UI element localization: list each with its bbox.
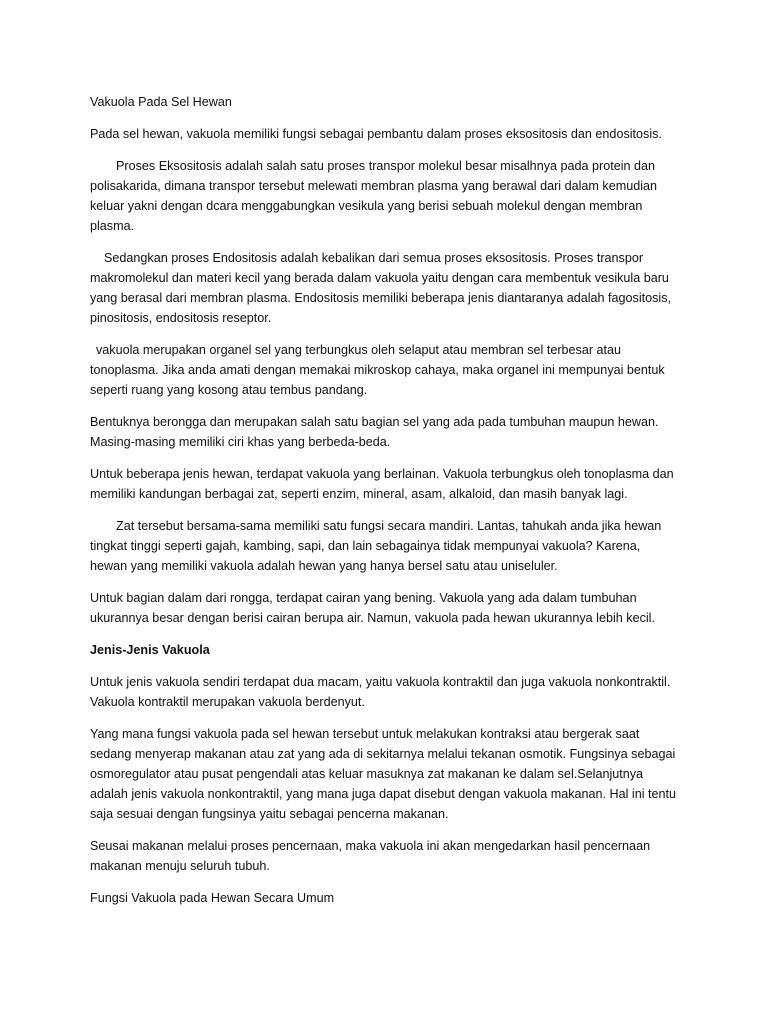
paragraph: Sedangkan proses Endositosis adalah kebalikan dari semua proses eksositosis. Proses transpor makromolekul dan materi kecil yang berada dalam vakuola yaitu dengan cara membentuk vesikula baru yang berasal dari membran plasma. Endositosis memiliki beberapa jenis diantaranya adalah fagositosis, pinositosis, endositosis reseptor.: [90, 251, 672, 325]
paragraph: Bentuknya berongga dan merupakan salah satu bagian sel yang ada pada tumbuhan maupun hewan. Masing-masing memiliki ciri khas yang berbeda-beda.: [90, 415, 659, 449]
section-heading-jenis: Jenis-Jenis Vakuola: [90, 643, 210, 657]
paragraph: Untuk jenis vakuola sendiri terdapat dua macam, yaitu vakuola kontraktil dan juga vakuola nonkontraktil. Vakuola kontraktil merupakan vakuola berdenyut.: [90, 675, 671, 709]
paragraph: Untuk beberapa jenis hewan, terdapat vakuola yang berlainan. Vakuola terbungkus oleh tonoplasma dan memiliki kandungan berbagai zat, seperti enzim, mineral, asam, alkaloid, dan masih banyak lagi.: [90, 467, 674, 501]
paragraph: Pada sel hewan, vakuola memiliki fungsi sebagai pembantu dalam proses eksositosis dan endositosis.: [90, 127, 662, 141]
paragraph: Proses Eksositosis adalah salah satu proses transpor molekul besar misalhnya pada protein dan polisakarida, dimana transpor tersebut melewati membran plasma yang berawal dari dalam kemudian keluar yakni dengan dcara menggabungkan vesikula yang berisi sebuah molekul dengan membran plasma.: [90, 159, 658, 233]
document-title: Vakuola Pada Sel Hewan: [90, 95, 232, 109]
paragraph: vakuola merupakan organel sel yang terbungkus oleh selaput atau membran sel terbesar atau tonoplasma. Jika anda amati dengan memakai mikroskop cahaya, maka organel ini mempunyai bentuk seperti ruang yang kosong atau tembus pandang.: [90, 343, 665, 397]
paragraph: Zat tersebut bersama-sama memiliki satu fungsi secara mandiri. Lantas, tahukah anda jika hewan tingkat tinggi seperti gajah, kambing, sapi, dan lain sebagainya tidak mempunyai vakuola? Karena, hewan yang memiliki vakuola adalah hewan yang hanya bersel satu atau uniseluler.: [90, 519, 662, 573]
paragraph: Seusai makanan melalui proses pencernaan, maka vakuola ini akan mengedarkan hasil pencernaan makanan menuju seluruh tubuh.: [90, 839, 651, 873]
paragraph: Untuk bagian dalam dari rongga, terdapat cairan yang bening. Vakuola yang ada dalam tumbuhan ukurannya besar dengan berisi cairan berupa air. Namun, vakuola pada hewan ukurannya lebih kecil.: [90, 591, 655, 625]
document-body: [90, 92, 680, 920]
paragraph: Yang mana fungsi vakuola pada sel hewan tersebut untuk melakukan kontraksi atau bergerak saat sedang menyerap makanan atau zat yang ada di sekitarnya melalui tekanan osmotik. Fungsinya sebagai osmoregulator atau pusat pengendali atas keluar masuknya zat makanan ke dalam sel.Selanjutnya adalah jenis vakuola nonkontraktil, yang mana juga dapat disebut dengan vakuola makanan. Hal ini tentu saja sesuai dengan fungsinya yaitu sebagai pencerna makanan.: [90, 727, 677, 821]
section-heading-fungsi: Fungsi Vakuola pada Hewan Secara Umum: [90, 891, 335, 905]
